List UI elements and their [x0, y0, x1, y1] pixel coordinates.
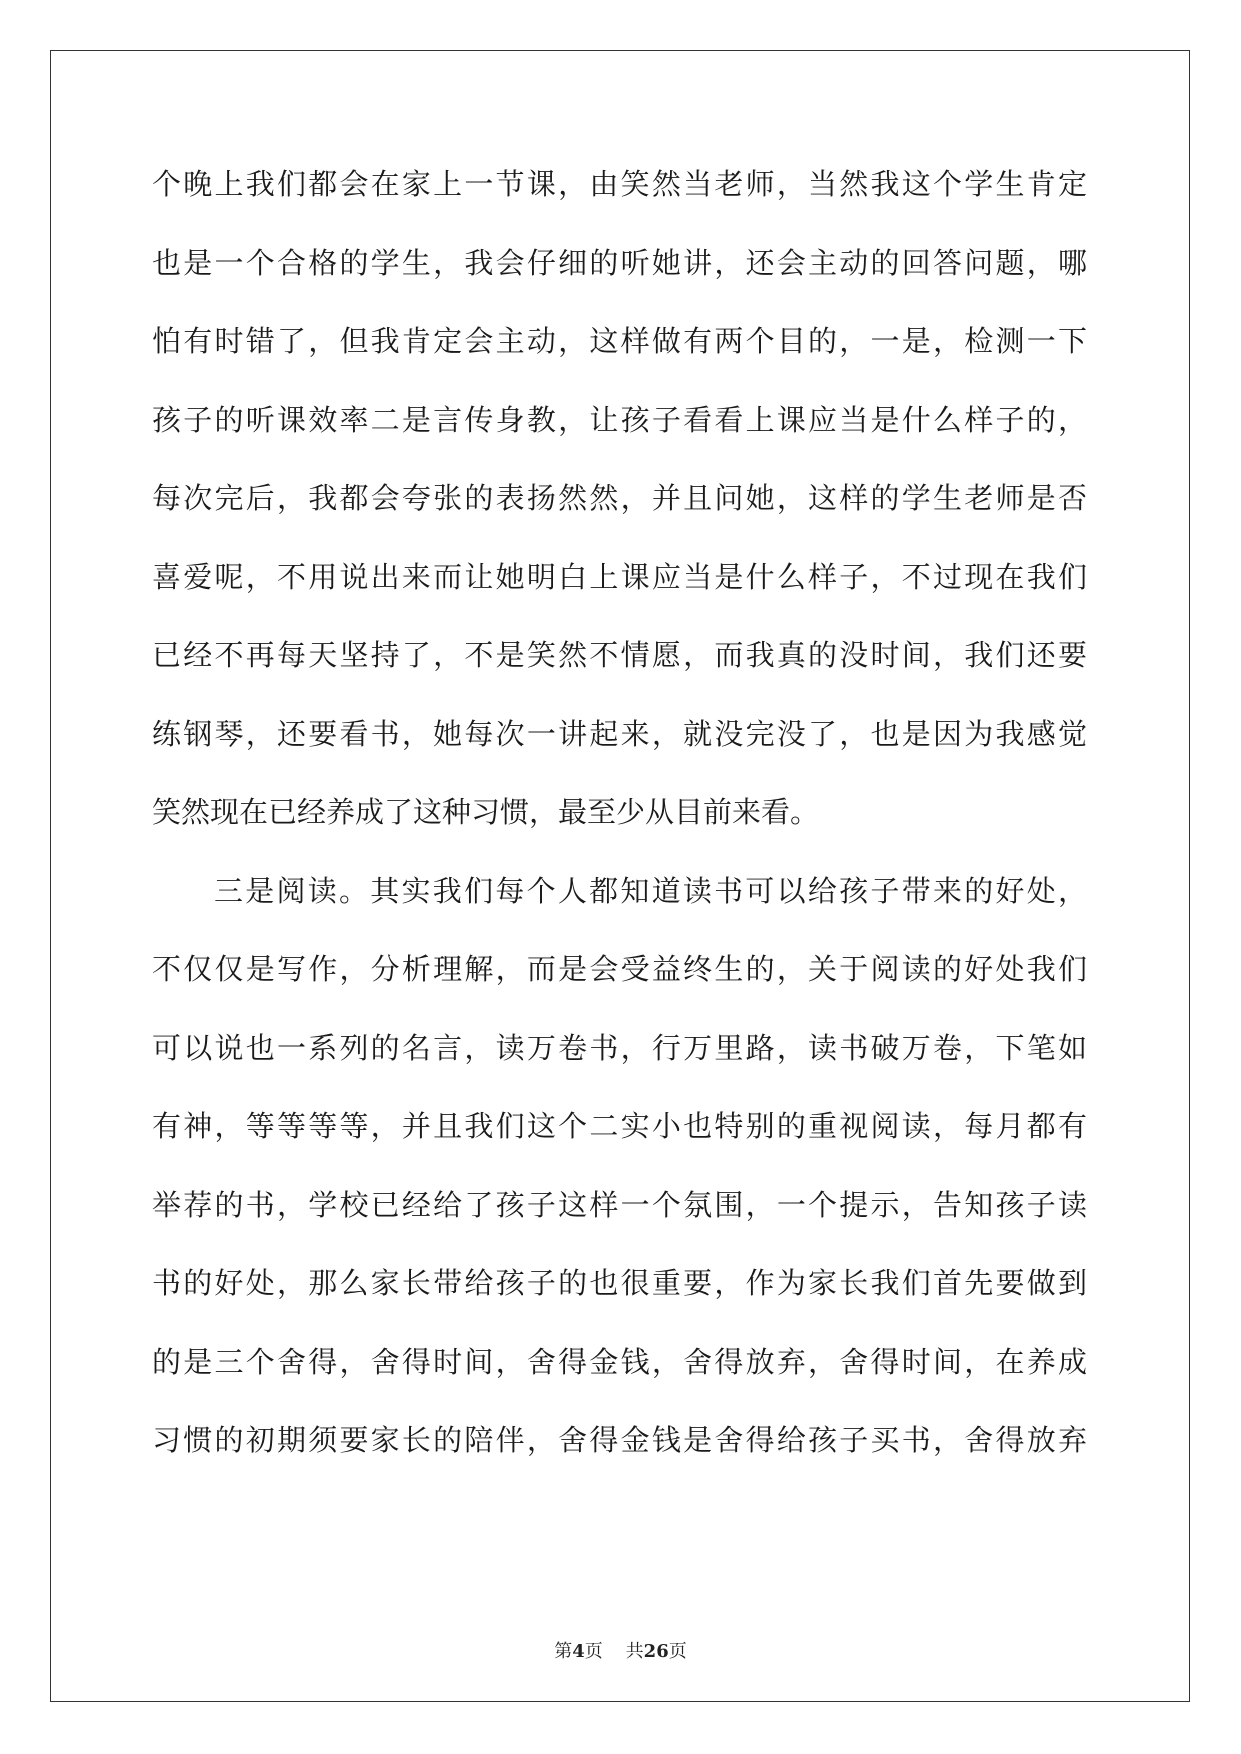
text-line: 喜爱呢，不用说出来而让她明白上课应当是什么样子，不过现在我们	[152, 559, 1087, 594]
document-body	[152, 160, 1087, 1495]
text-line: 不仅仅是写作，分析理解，而是会受益终生的，关于阅读的好处我们	[152, 952, 1087, 986]
text-line: 举荐的书，学校已经给了孩子这样一个氛围，一个提示，告知孩子读	[152, 1187, 1087, 1222]
text-line: 可以说也一系列的名言，读万卷书，行万里路，读书破万卷，下笔如	[152, 1030, 1087, 1065]
paragraph-start-line: 三是阅读。其实我们每个人都知道读书可以给孩子带来的好处，	[214, 873, 1087, 908]
text-line: 的是三个舍得，舍得时间，舍得金钱，舍得放弃，舍得时间，在养成	[152, 1344, 1087, 1379]
text-line: 个晚上我们都会在家上一节课，由笑然当老师，当然我这个学生肯定	[152, 167, 1087, 201]
text-line: 练钢琴，还要看书，她每次一讲起来，就没完没了，也是因为我感觉	[152, 716, 1087, 751]
page-suffix: 页	[584, 1641, 603, 1662]
text-line: 有神，等等等等，并且我们这个二实小也特别的重视阅读，每月都有	[152, 1109, 1087, 1143]
page-footer	[0, 1640, 1241, 1664]
text-line: 习惯的初期须要家长的陪伴，舍得金钱是舍得给孩子买书，舍得放弃	[152, 1423, 1087, 1457]
text-line: 怕有时错了，但我肯定会主动，这样做有两个目的，一是，检测一下	[152, 324, 1087, 358]
text-line: 书的好处，那么家长带给孩子的也很重要，作为家长我们首先要做到	[152, 1266, 1087, 1300]
page-prefix: 第	[554, 1641, 573, 1662]
text-line: 已经不再每天坚持了，不是笑然不情愿，而我真的没时间，我们还要	[152, 638, 1087, 672]
total-pages: 26	[643, 1641, 669, 1662]
text-line: 也是一个合格的学生，我会仔细的听她讲，还会主动的回答问题，哪	[152, 245, 1087, 280]
paragraph-end-line: 笑然现在已经养成了这种习惯，最至少从目前来看。	[152, 795, 820, 829]
text-line: 每次完后，我都会夸张的表扬然然，并且问她，这样的学生老师是否	[152, 481, 1087, 515]
page-number: 4	[572, 1641, 585, 1662]
text-line: 孩子的听课效率二是言传身教，让孩子看看上课应当是什么样子的，	[152, 402, 1087, 437]
total-prefix: 共	[625, 1641, 644, 1662]
total-suffix: 页	[668, 1641, 687, 1662]
